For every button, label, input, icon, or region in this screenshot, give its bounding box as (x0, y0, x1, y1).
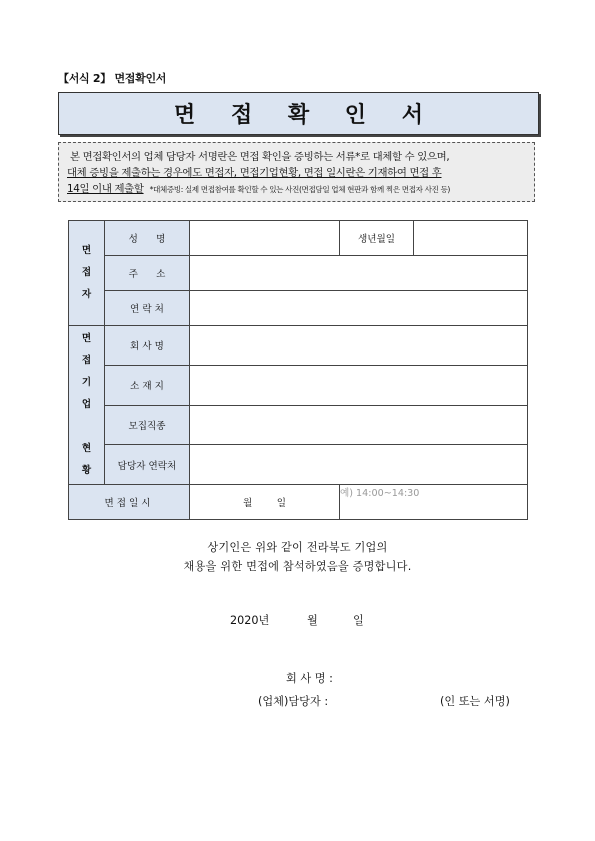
notice-text-2: 대체 증빙을 제출하는 경우에도 면접자, 면접기업현황, 면접 일시란은 기재하여 면접 후 (67, 167, 442, 179)
month-day-text: 월 일 (243, 498, 286, 509)
job-field[interactable] (190, 405, 528, 445)
table-row-address (69, 256, 528, 291)
interview-time-field[interactable] (340, 485, 528, 520)
table-row-company (69, 326, 528, 366)
contact-field[interactable] (190, 291, 528, 326)
signature-company-label: 회 사 명 : (286, 672, 333, 685)
location-field[interactable] (190, 365, 528, 405)
manager-contact-field[interactable] (190, 445, 528, 485)
manager-contact-label: 담당자 연락처 (105, 445, 190, 485)
notice-line-2 (67, 165, 526, 181)
table-row-manager (69, 445, 528, 485)
form-number-label: 【서식 2】 면접확인서 (58, 72, 167, 85)
company-label: 회 사 명 (105, 326, 190, 366)
time-example: 예) 14:00~14:30 (340, 488, 420, 499)
interview-table (68, 220, 528, 520)
notice-line-3 (67, 181, 526, 198)
interview-date-field[interactable] (190, 485, 340, 520)
document-title: 면 접 확 인 서 (174, 103, 437, 128)
birth-field[interactable] (414, 221, 528, 256)
table-row-date (69, 485, 528, 520)
table-row-job (69, 405, 528, 445)
title-banner (58, 92, 539, 135)
notice-footnote: *대체증빙: 실제 면접참여를 확인할 수 있는 사진(면접담일 업체 현판과 함께 찍은 면접자 사진 등) (149, 185, 450, 194)
date-day: 일 (353, 614, 364, 627)
date-month: 월 (307, 614, 318, 627)
notice-text-1: 본 면접확인서의 업체 담당자 서명란은 면접 확인을 증빙하는 서류*로 대체할 수 있으며, (69, 151, 450, 163)
statement-line-1: 상기인은 위와 같이 전라북도 기업의 (207, 541, 388, 554)
date-year: 2020년 (230, 614, 270, 627)
notice-line-1 (67, 149, 526, 165)
name-field[interactable] (190, 221, 340, 256)
address-field[interactable] (190, 256, 528, 291)
statement-line-2: 채용을 위한 면접에 참석하였음을 증명합니다. (183, 560, 412, 573)
notice-box (58, 142, 535, 202)
contact-label: 연 락 처 (105, 291, 190, 326)
name-label: 성 명 (105, 221, 190, 256)
notice-text-3: 14일 이내 제출할 (67, 183, 144, 195)
table-row-contact (69, 291, 528, 326)
signature-seal-label: (인 또는 서명) (440, 695, 510, 708)
signature-manager-label: (업체)담당자 : (258, 695, 329, 708)
birth-label: 생년월일 (340, 221, 414, 256)
table-row-name (69, 221, 528, 256)
group-company: 면 접 기 업 현 황 (69, 326, 105, 485)
group-interviewee: 면 접 자 (69, 221, 105, 326)
address-label: 주 소 (105, 256, 190, 291)
job-label: 모집직종 (105, 405, 190, 445)
company-field[interactable] (190, 326, 528, 366)
interview-date-label: 면접일시 (69, 485, 190, 520)
table-row-location (69, 365, 528, 405)
location-label: 소 재 지 (105, 365, 190, 405)
